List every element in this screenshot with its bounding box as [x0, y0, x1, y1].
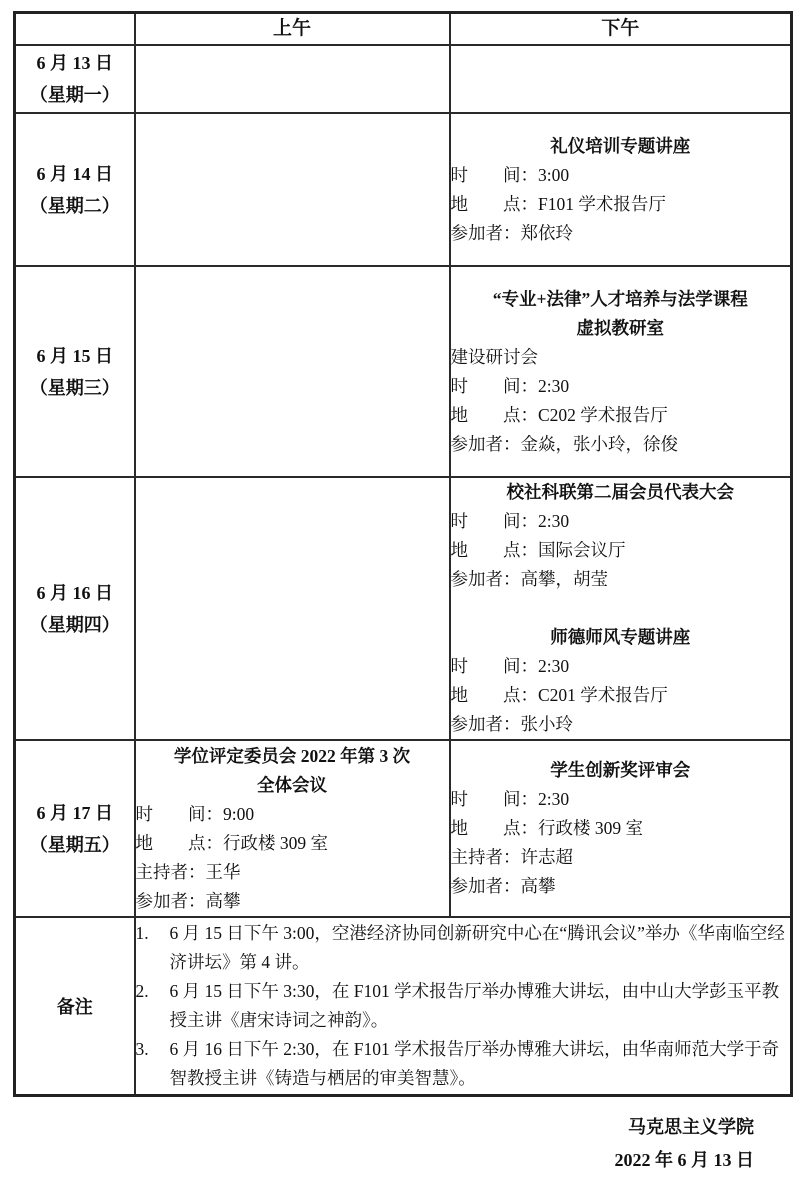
header-morning-label: 上午 — [135, 13, 450, 46]
event-detail: 地 点：C202 学术报告厅 — [450, 404, 668, 425]
header-afternoon-label: 下午 — [450, 13, 792, 46]
date-line: （星期一） — [29, 85, 120, 105]
afternoon-cell — [450, 740, 792, 917]
remark-item — [136, 919, 791, 977]
date-line: 6 月 17 日 — [36, 802, 113, 823]
event-title: 学位评定委员会 2022 年第 3 次 — [173, 745, 411, 766]
event-detail: 主持者：许志超 — [450, 847, 573, 867]
remark-item — [136, 977, 791, 1035]
schedule-day-row — [15, 113, 792, 266]
remark-item-number: 1. — [135, 922, 149, 943]
event-detail: 参加者：高攀，胡莹 — [450, 569, 608, 589]
event-title: 全体会议 — [257, 774, 327, 795]
event-title: 师德师风专题讲座 — [550, 627, 691, 647]
date-line: 6 月 14 日 — [36, 163, 113, 184]
event-title: 虚拟教研室 — [576, 317, 664, 338]
header-corner-cell — [15, 13, 135, 46]
event-detail: 主持者：王华 — [135, 861, 241, 882]
date-line: （星期三） — [29, 377, 120, 398]
date-cell — [15, 45, 135, 113]
event-title: 礼仪培训专题讲座 — [550, 135, 691, 156]
remark-item-text: 6 月 16 日下午 2:30，在 F101 学术报告厅举办博雅大讲坛，由华南师范大学于奇智教授主讲《铸造与栖居的审美智慧》。 — [169, 1038, 780, 1088]
morning-cell — [135, 266, 450, 477]
event-detail: 地 点：行政楼 309 室 — [135, 832, 328, 853]
signature-block — [13, 1111, 790, 1177]
event-detail: 建设研讨会 — [450, 346, 538, 367]
schedule-day-row — [15, 45, 792, 113]
event-title: 学生创新奖评审会 — [550, 760, 691, 780]
event-detail: 时 间：2:30 — [450, 656, 570, 676]
morning-cell — [135, 113, 450, 266]
event-detail: 参加者：金焱，张小玲，徐俊 — [450, 433, 678, 454]
date-line: 6 月 13 日 — [36, 53, 113, 73]
remark-item-text: 6 月 15 日下午 3:00，空港经济协同创新研究中心在“腾讯会议”举办《华南临空经济讲坛》第 4 讲。 — [169, 922, 785, 972]
afternoon-cell — [450, 113, 792, 266]
signature-date: 2022 年 6 月 13 日 — [614, 1149, 754, 1170]
date-cell — [15, 113, 135, 266]
remarks-content — [135, 917, 792, 1095]
event-detail: 地 点：C201 学术报告厅 — [450, 685, 668, 705]
event-detail: 参加者：高攀 — [450, 876, 556, 896]
event-detail: 地 点：行政楼 309 室 — [450, 818, 643, 838]
afternoon-cell — [450, 266, 792, 477]
event-detail: 时 间：2:30 — [450, 511, 570, 531]
morning-cell — [135, 477, 450, 740]
event-detail: 时 间：3:00 — [450, 164, 570, 185]
schedule-day-row — [15, 740, 792, 917]
event-detail: 时 间：2:30 — [450, 789, 570, 809]
table-header-row — [15, 13, 792, 46]
morning-cell — [135, 740, 450, 917]
weekly-schedule-table — [13, 11, 793, 1097]
remarks-row — [15, 917, 792, 1095]
remarks-label: 备注 — [15, 917, 135, 1095]
date-cell — [15, 477, 135, 740]
event-detail: 地 点：F101 学术报告厅 — [450, 193, 666, 214]
signature-org: 马克思主义学院 — [628, 1116, 754, 1137]
date-cell — [15, 266, 135, 477]
date-line: （星期二） — [29, 195, 120, 216]
event-detail: 地 点：国际会议厅 — [450, 540, 626, 560]
event-title: “专业+法律”人才培养与法学课程 — [492, 288, 748, 309]
remark-item-text: 6 月 15 日下午 3:30，在 F101 学术报告厅举办博雅大讲坛，由中山大学彭玉平教授主讲《唐宋诗词之神韵》。 — [169, 980, 780, 1030]
remark-item — [136, 1035, 791, 1093]
remark-item-number: 2. — [135, 980, 149, 1001]
date-line: （星期四） — [29, 614, 120, 635]
date-line: （星期五） — [29, 834, 120, 855]
remark-item-number: 3. — [135, 1038, 149, 1059]
afternoon-cell — [450, 477, 792, 740]
morning-cell — [135, 45, 450, 113]
schedule-day-row — [15, 266, 792, 477]
event-detail: 时 间：2:30 — [450, 375, 570, 396]
schedule-day-row — [15, 477, 792, 740]
afternoon-cell — [450, 45, 792, 113]
date-line: 6 月 15 日 — [36, 345, 113, 366]
event-spacer — [451, 594, 791, 623]
event-detail: 参加者：高攀 — [135, 890, 241, 911]
event-detail: 参加者：郑依玲 — [450, 222, 573, 243]
date-line: 6 月 16 日 — [36, 582, 113, 603]
date-cell — [15, 740, 135, 917]
event-detail: 时 间：9:00 — [135, 803, 255, 824]
event-title: 校社科联第二届会员代表大会 — [506, 482, 734, 502]
event-detail: 参加者：张小玲 — [450, 714, 573, 734]
